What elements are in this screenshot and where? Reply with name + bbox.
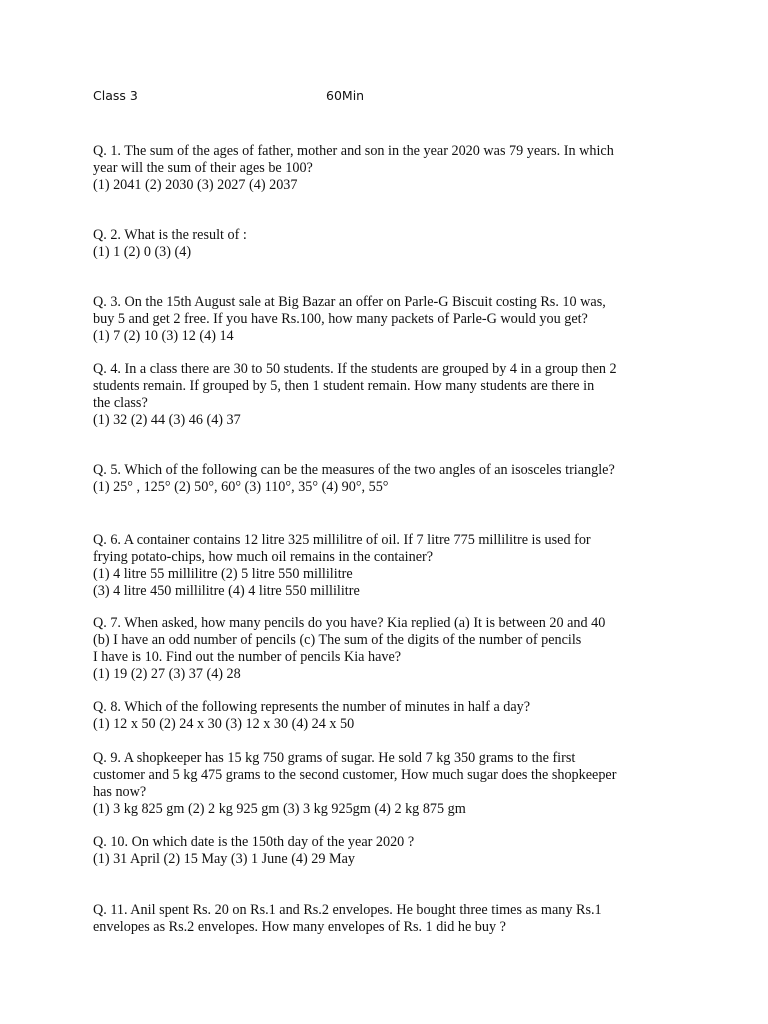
question-text: Q. 9. A shopkeeper has 15 kg 750 grams of sugar. He sold 7 kg 350 grams to the first [93,750,576,766]
question-text: has now? [93,784,147,800]
question-text: Q. 4. In a class there are 30 to 50 students. If the students are grouped by 4 in a group then 2 [93,361,617,377]
question-5 [93,462,693,496]
question-text: students remain. If grouped by 5, then 1 student remain. How many students are there in [93,378,595,394]
duration-label: 60Min [326,88,365,103]
question-6 [93,532,693,600]
question-1 [93,143,693,194]
answer-options: (1) 12 x 50 (2) 24 x 30 (3) 12 x 30 (4) 24 x 50 [93,716,355,732]
question-text: Q. 5. Which of the following can be the measures of the two angles of an isosceles triangle? [93,462,615,478]
question-9 [93,750,693,818]
question-text: Q. 3. On the 15th August sale at Big Bazar an offer on Parle-G Biscuit costing Rs. 10 was, [93,294,606,310]
question-text: Q. 10. On which date is the 150th day of the year 2020 ? [93,834,415,850]
answer-options: (1) 4 litre 55 millilitre (2) 5 litre 550 millilitre [93,566,353,582]
question-text: Q. 2. What is the result of : [93,227,247,243]
answer-options: (1) 1 (2) 0 (3) (4) [93,244,192,260]
question-text: year will the sum of their ages be 100? [93,160,313,176]
answer-options: (1) 3 kg 825 gm (2) 2 kg 925 gm (3) 3 kg 925gm (4) 2 kg 875 gm [93,801,466,817]
question-text: the class? [93,395,148,411]
question-10 [93,834,693,868]
question-8 [93,699,693,733]
question-text: I have is 10. Find out the number of pencils Kia have? [93,649,402,665]
answer-options: (1) 7 (2) 10 (3) 12 (4) 14 [93,328,234,344]
question-11 [93,902,693,936]
question-text: Q. 7. When asked, how many pencils do you have? Kia replied (a) It is between 20 and 40 [93,615,606,631]
question-text: (b) I have an odd number of pencils (c) The sum of the digits of the number of pencils [93,632,582,648]
answer-options: (3) 4 litre 450 millilitre (4) 4 litre 550 millilitre [93,583,360,599]
question-7 [93,615,693,683]
class-label: Class 3 [93,88,138,103]
answer-options: (1) 19 (2) 27 (3) 37 (4) 28 [93,666,241,682]
question-text: Q. 8. Which of the following represents the number of minutes in half a day? [93,699,531,715]
question-text: Q. 1. The sum of the ages of father, mother and son in the year 2020 was 79 years. In which [93,143,614,159]
question-text: envelopes as Rs.2 envelopes. How many envelopes of Rs. 1 did he buy ? [93,919,506,935]
question-text: Q. 11. Anil spent Rs. 20 on Rs.1 and Rs.2 envelopes. He bought three times as many Rs.1 [93,902,602,918]
question-text: Q. 6. A container contains 12 litre 325 millilitre of oil. If 7 litre 775 millilitre is used for [93,532,591,548]
answer-options: (1) 2041 (2) 2030 (3) 2027 (4) 2037 [93,177,298,193]
question-2 [93,227,693,261]
question-text: customer and 5 kg 475 grams to the second customer, How much sugar does the shopkeeper [93,767,617,783]
answer-options: (1) 31 April (2) 15 May (3) 1 June (4) 29 May [93,851,356,867]
question-text: frying potato-chips, how much oil remains in the container? [93,549,434,565]
answer-options: (1) 25° , 125° (2) 50°, 60° (3) 110°, 35° (4) 90°, 55° [93,479,389,495]
question-4 [93,361,693,429]
question-text: buy 5 and get 2 free. If you have Rs.100, how many packets of Parle-G would you get? [93,311,588,327]
question-3 [93,294,693,345]
answer-options: (1) 32 (2) 44 (3) 46 (4) 37 [93,412,241,428]
